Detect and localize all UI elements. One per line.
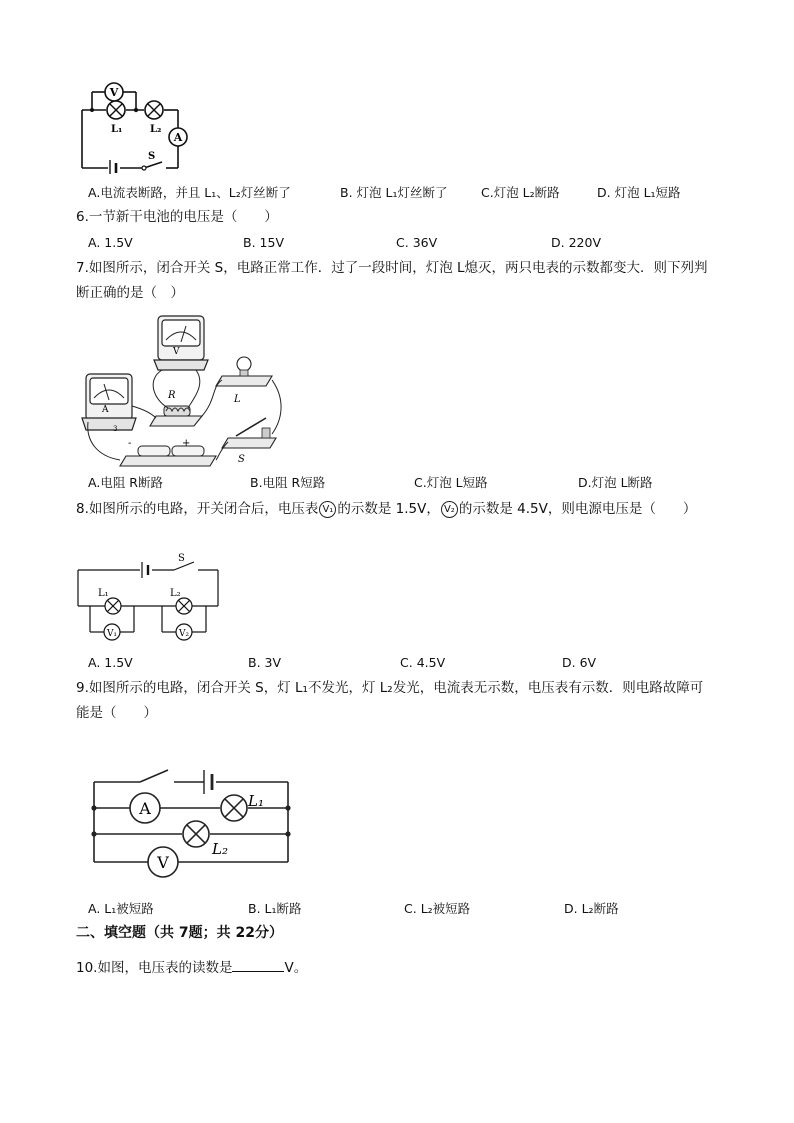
option-text: L₁断路 (264, 901, 302, 916)
q6-option-c[interactable] (396, 234, 437, 252)
option-label: B. (243, 235, 256, 250)
option-label: D. (562, 655, 576, 670)
q7-battery-plus: + (182, 438, 191, 449)
option-label: A. (88, 185, 101, 200)
option-text: L₂断路 (581, 901, 619, 916)
q5-voltmeter-label: V (109, 86, 119, 99)
option-text: 灯泡 L短路 (426, 475, 488, 490)
option-text: 1.5V (104, 235, 133, 250)
q9-stem-line1: 9.如图所示的电路，闭合开关 S，灯 L₁不发光，灯 L₂发光，电流表无示数，电压表有示数．则电路故障可 (76, 680, 704, 696)
q10-stem (76, 957, 307, 978)
q9-l1-label: L₁ (248, 792, 264, 810)
option-label: C. (400, 655, 413, 670)
q5-circuit-diagram (78, 82, 190, 174)
q8-option-b[interactable] (248, 654, 281, 672)
q8-v1-symbol: V₁ (319, 501, 336, 518)
q6-option-b[interactable] (243, 234, 284, 252)
q8-stem-post: 的示数是 4.5V，则电源电压是（ ） (458, 501, 697, 517)
option-text: 36V (412, 235, 438, 250)
q8-stem (76, 499, 696, 519)
option-label: D. (578, 475, 592, 490)
q7-lamp-label: L (234, 394, 241, 405)
option-text: 电阻 R短路 (262, 475, 326, 490)
option-text: L₁被短路 (104, 901, 154, 916)
option-label: A. (88, 235, 101, 250)
q8-v2-symbol: V₂ (441, 501, 458, 518)
q9-voltmeter-label: V (157, 853, 169, 872)
option-label: A. (88, 475, 101, 490)
q7-option-d[interactable] (578, 474, 653, 492)
q5-option-d[interactable] (597, 184, 681, 202)
option-label: A. (88, 901, 101, 916)
option-text: 6V (579, 655, 597, 670)
option-label: B. (340, 185, 353, 200)
q7-battery-minus: - (128, 438, 132, 449)
option-text: 灯泡 L₂断路 (493, 185, 560, 200)
q8-diagram-v2: V₂ (178, 629, 190, 639)
q9-option-d[interactable] (564, 900, 619, 918)
option-text: 4.5V (416, 655, 446, 670)
q10-stem-pre: 10.如图，电压表的读数是 (76, 960, 233, 976)
option-label: D. (597, 185, 611, 200)
q8-diagram-l1: L₁ (98, 588, 109, 599)
q5-option-a[interactable] (88, 184, 291, 202)
q7-ammeter-terminal-label: 3 (113, 425, 118, 433)
q8-option-c[interactable] (400, 654, 445, 672)
q8-stem-pre: 8.如图所示的电路，开关闭合后，电压表 (76, 501, 319, 517)
section-title-fill-in: 二、填空题（共 7题；共 22分） (76, 925, 283, 941)
option-text: 电阻 R断路 (100, 475, 163, 490)
q7-physical-circuit-illustration (76, 310, 286, 470)
q9-ammeter-label: A (139, 799, 151, 818)
q7-ammeter-label: A (102, 405, 109, 415)
q7-stem-line2: 断正确的是（ ） (76, 285, 184, 301)
option-label: C. (396, 235, 409, 250)
option-label: B. (248, 901, 261, 916)
option-text: 灯泡 L₁灯丝断了 (356, 185, 448, 200)
q8-diagram-v1: V₁ (106, 629, 118, 639)
option-text: 灯泡 L断路 (591, 475, 653, 490)
q9-option-c[interactable] (404, 900, 470, 918)
option-label: B. (248, 655, 261, 670)
option-label: D. (564, 901, 578, 916)
option-text: L₂被短路 (420, 901, 471, 916)
q5-l1-label: L₁ (111, 124, 123, 135)
q8-diagram-l2: L₂ (170, 588, 181, 599)
q5-option-b[interactable] (340, 184, 448, 202)
option-label: D. (551, 235, 565, 250)
option-text: 3V (264, 655, 282, 670)
q8-option-a[interactable] (88, 654, 133, 672)
option-label: C. (404, 901, 417, 916)
q7-option-c[interactable] (414, 474, 488, 492)
option-label: A. (88, 655, 101, 670)
q7-switch-label: S (238, 454, 245, 465)
q10-stem-post: V。 (284, 960, 308, 976)
q10-answer-blank[interactable] (232, 957, 284, 972)
q5-option-c[interactable] (481, 184, 560, 202)
q5-ammeter-label: A (173, 131, 183, 144)
q9-l2-label: L₂ (212, 840, 228, 858)
q6-option-a[interactable] (88, 234, 133, 252)
q9-circuit-diagram (88, 764, 298, 882)
q7-option-b[interactable] (250, 474, 325, 492)
q9-stem-line2: 能是（ ） (76, 705, 157, 721)
q7-voltmeter-label: V (173, 347, 180, 357)
q9-option-b[interactable] (248, 900, 302, 918)
q6-option-d[interactable] (551, 234, 601, 252)
option-label: B. (250, 475, 263, 490)
q5-l2-label: L₂ (150, 124, 162, 135)
q8-diagram-switch: S (178, 553, 185, 564)
option-text: 15V (259, 235, 285, 250)
q8-circuit-diagram (74, 548, 224, 646)
q5-switch-label: S (148, 151, 156, 162)
option-text: 1.5V (104, 655, 133, 670)
q7-resistor-label: R (168, 390, 176, 401)
option-text: 220V (568, 235, 602, 250)
option-label: C. (481, 185, 494, 200)
option-text: 灯泡 L₁短路 (614, 185, 681, 200)
option-label: C. (414, 475, 427, 490)
q6-stem: 6.一节新干电池的电压是（ ） (76, 209, 278, 225)
q7-stem-line1: 7.如图所示，闭合开关 S，电路正常工作．过了一段时间，灯泡 L熄灭，两只电表的示数都变大．则下列判 (76, 260, 708, 276)
q7-option-a[interactable] (88, 474, 163, 492)
q9-option-a[interactable] (88, 900, 154, 918)
q8-stem-mid: 的示数是 1.5V， (337, 501, 440, 517)
q8-option-d[interactable] (562, 654, 596, 672)
option-text: 电流表断路，并且 L₁、L₂灯丝断了 (100, 185, 291, 200)
